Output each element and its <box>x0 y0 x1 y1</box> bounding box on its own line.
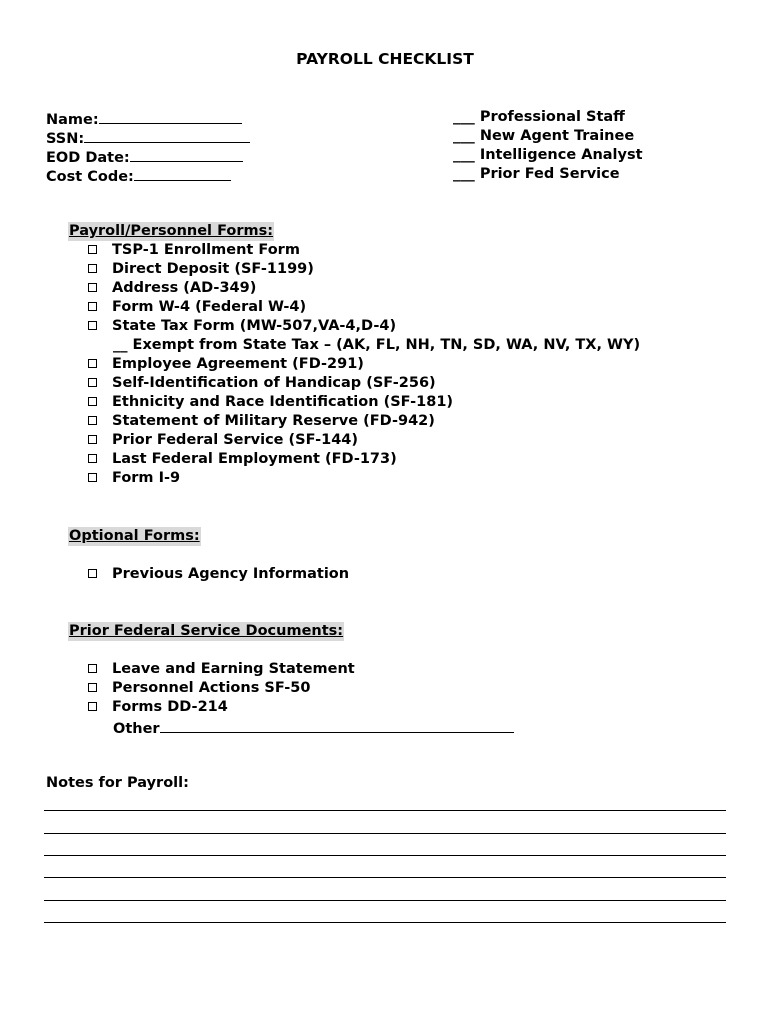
checkbox[interactable] <box>88 378 97 387</box>
checkbox[interactable] <box>88 702 97 711</box>
checklist-item[interactable]: Employee Agreement (FD-291) <box>88 355 364 374</box>
role-intelligence-analyst[interactable] <box>453 146 643 165</box>
cost-code-label: Cost Code: <box>46 169 134 185</box>
eod-date-label: EOD Date: <box>46 150 130 166</box>
role-label: Intelligence Analyst <box>479 147 643 163</box>
role-label: Professional Staff <box>479 109 625 125</box>
checklist-item[interactable]: Address (AD-349) <box>88 279 256 298</box>
checklist-item[interactable]: Statement of Military Reserve (FD-942) <box>88 412 435 431</box>
cost-code-field[interactable] <box>46 165 231 187</box>
ssn-label: SSN: <box>46 131 85 147</box>
name-label: Name: <box>46 112 99 128</box>
notes-line[interactable] <box>44 855 726 856</box>
notes-line[interactable] <box>44 833 726 834</box>
eod-date-blank[interactable] <box>130 146 243 162</box>
notes-line[interactable] <box>44 900 726 901</box>
checkbox[interactable] <box>88 569 97 578</box>
checklist-item[interactable]: Prior Federal Service (SF-144) <box>88 431 358 450</box>
checkbox[interactable] <box>88 245 97 254</box>
optional-section-heading: Optional Forms: <box>69 528 200 544</box>
checklist-item[interactable]: Forms DD-214 <box>88 698 228 717</box>
checklist-item[interactable]: Leave and Earning Statement <box>88 660 355 679</box>
other-field[interactable] <box>113 717 514 739</box>
other-label: Other <box>113 721 160 737</box>
notes-label: Notes for Payroll: <box>46 775 189 791</box>
checkbox[interactable] <box>88 359 97 368</box>
checkbox[interactable] <box>88 454 97 463</box>
checkbox[interactable] <box>88 302 97 311</box>
checklist-item[interactable]: Last Federal Employment (FD-173) <box>88 450 397 469</box>
role-blank[interactable]: ___ <box>453 109 475 125</box>
notes-line[interactable] <box>44 922 726 923</box>
checklist-item[interactable]: Direct Deposit (SF-1199) <box>88 260 314 279</box>
payroll-section-heading: Payroll/Personnel Forms: <box>69 223 274 239</box>
checklist-item[interactable]: Self-Identification of Handicap (SF-256) <box>88 374 436 393</box>
exempt-state-tax-item[interactable]: __ Exempt from State Tax – (AK, FL, NH, TN, SD, WA, NV, TX, WY) <box>113 337 641 353</box>
checklist-item[interactable]: Previous Agency Information <box>88 565 349 584</box>
role-prior-fed-service[interactable] <box>453 165 620 184</box>
cost-code-blank[interactable] <box>134 165 231 181</box>
checkbox[interactable] <box>88 435 97 444</box>
checklist-item[interactable]: Form W-4 (Federal W-4) <box>88 298 306 317</box>
checklist-item[interactable]: Personnel Actions SF-50 <box>88 679 310 698</box>
role-blank[interactable]: ___ <box>453 166 475 182</box>
name-blank[interactable] <box>99 108 242 124</box>
notes-line[interactable] <box>44 877 726 878</box>
page-title: PAYROLL CHECKLIST <box>296 50 474 68</box>
checkbox[interactable] <box>88 683 97 692</box>
checklist-item[interactable]: Form I-9 <box>88 469 180 488</box>
notes-line[interactable] <box>44 810 726 811</box>
prior-section-heading: Prior Federal Service Documents: <box>69 623 344 639</box>
checklist-item[interactable]: Ethnicity and Race Identification (SF-181) <box>88 393 453 412</box>
checkbox[interactable] <box>88 416 97 425</box>
checkbox[interactable] <box>88 397 97 406</box>
checklist-item[interactable]: TSP-1 Enrollment Form <box>88 241 300 260</box>
checkbox[interactable] <box>88 283 97 292</box>
role-blank[interactable]: ___ <box>453 128 475 144</box>
checkbox[interactable] <box>88 664 97 673</box>
checkbox[interactable] <box>88 264 97 273</box>
role-new-agent-trainee[interactable] <box>453 127 634 146</box>
other-blank[interactable] <box>160 717 514 733</box>
ssn-blank[interactable] <box>84 127 250 143</box>
role-professional-staff[interactable] <box>453 108 625 127</box>
checkbox[interactable] <box>88 321 97 330</box>
checklist-item[interactable]: State Tax Form (MW-507,VA-4,D-4) <box>88 317 396 336</box>
role-blank[interactable]: ___ <box>453 147 475 163</box>
role-label: Prior Fed Service <box>479 166 620 182</box>
checkbox[interactable] <box>88 473 97 482</box>
role-label: New Agent Trainee <box>479 128 635 144</box>
